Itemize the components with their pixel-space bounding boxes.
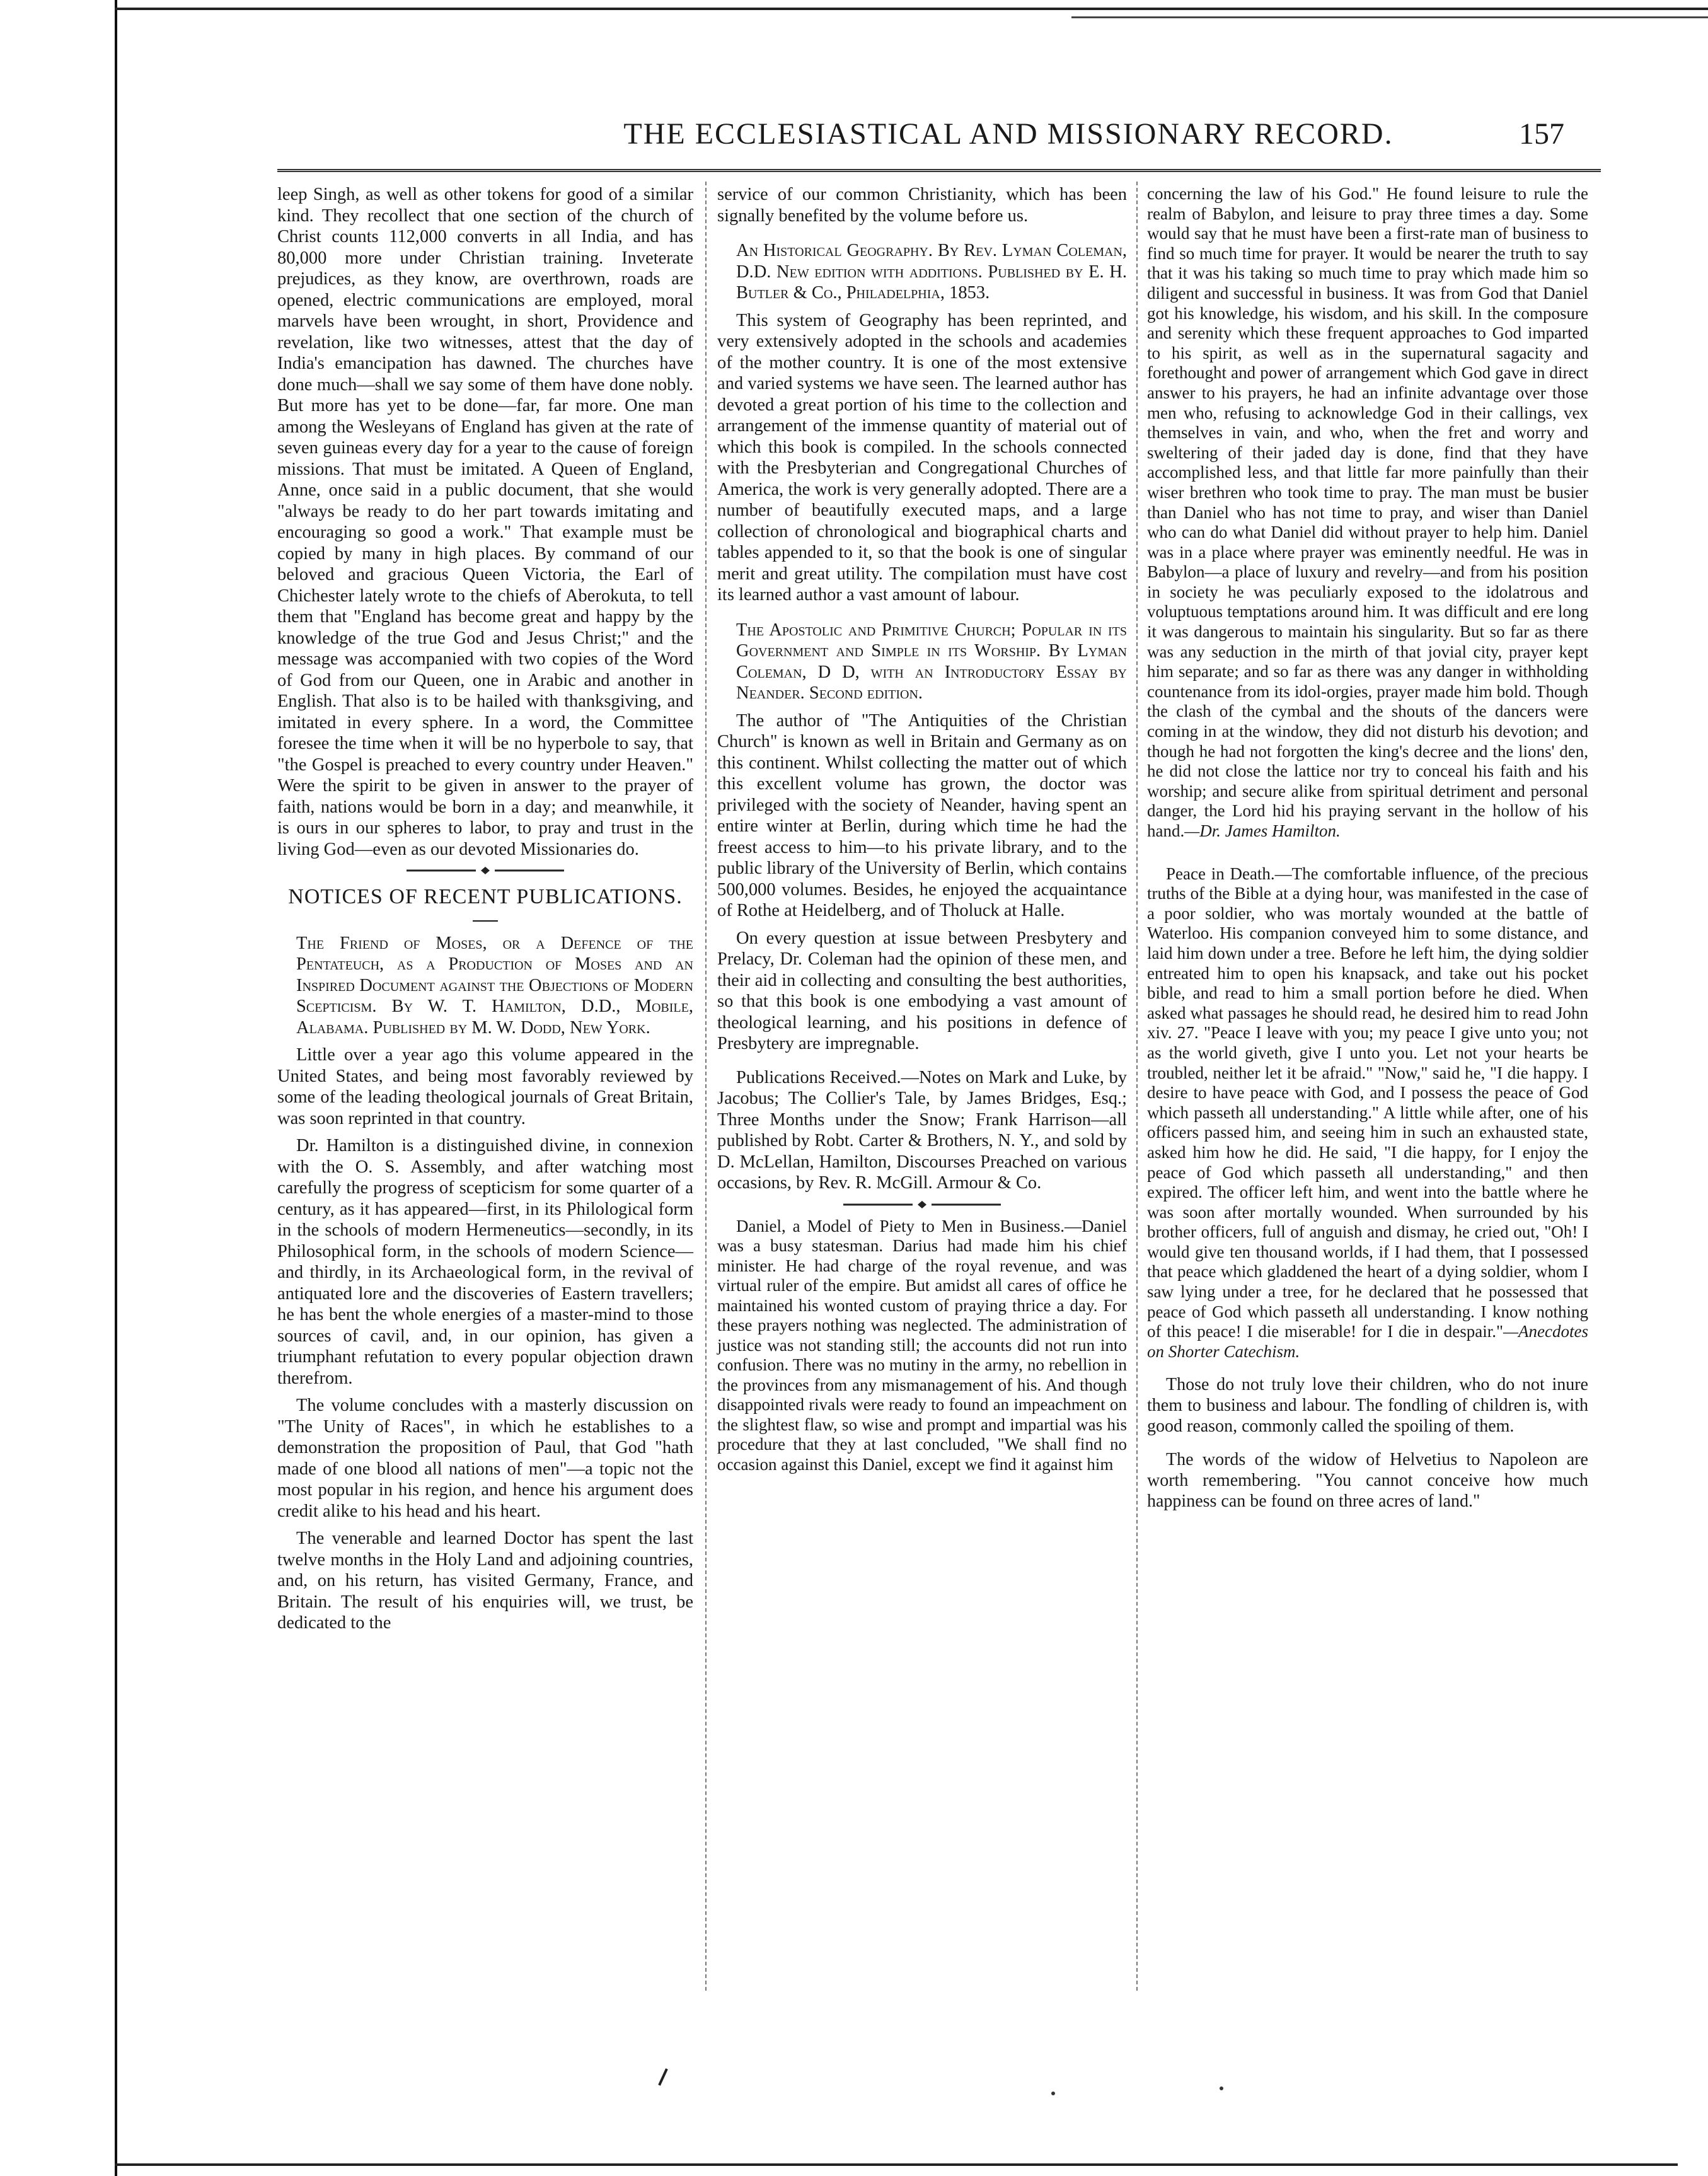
book-heading-apostolic-church: The Apostolic and Primitive Church; Popular in its Government and Simple in its Worship. By Lyman Coleman, D D, with an Introductory Essay by Neander. Second edition. [736, 620, 1127, 703]
missions-paragraph: leep Singh, as well as other tokens for good of a similar kind. They recollect that one section of the church of Christ counts 112,000 converts in all India, and has 80,000 more under Christian training. Inveterate prejudices, as they know, are overthrown, roads are opened, electric communications are employed, moral marvels have been wrought, in short, Providence and revelation, like two witnesses, attest that the day of India's emancipation has dawned. The churches have done much—shall we say some of them have done nobly. But more has yet to be done—far, far more. One man among the Wesleyans of England has given at the rate of seven guineas every day for a year to the cause of foreign missions. That must be imitated. A Queen of England, Anne, once said in a public document, that she would "always be ready to do her part towards imitating and encouraging so good a work." That example must be copied by many in high places. By command of our beloved and gracious Queen Victoria, the Earl of Chichester lately wrote to the chiefs of Aberokuta, to tell them that "England has become great and happy by the knowledge of the true God and Jesus Christ;" and the message was accompanied with two copies of the Word of God from our Queen, one in Arabic and another in English. That also is to be hailed with thanksgiving, and imitated in every sphere. In a word, the Committee foresee the time when it will be no hyperbole to say, that "the Gospel is preached to every country under Heaven." Were the spirit to be given in answer to the prayer of faith, nations would be born in a day; and meanwhile, it is ours in our spheres to labor, to pray and trust in the living God—even as our devoted Missionaries do. [277, 185, 693, 859]
book-heading-friend-of-moses: The Friend of Moses, or a Defence of the Pentateuch, as a Production of Moses and an Inspired Document against the Objections of Modern Scepticism. By W. T. Hamilton, D.D., Mobile, Alabama. Published by M. W. Dodd, New York. [296, 933, 693, 1038]
daniel-paragraph: Daniel, a Model of Piety to Men in Business.—Daniel was a busy statesman. Darius had made him his chief minister. He had charge of the royal revenue, and was virtual ruler of the empire. But amidst all cares of office he maintained his wonted custom of praying thrice a day. For these prayers nothing was neglected. The administration of justice was not standing still; the accounts did not run into confusion. There was no mutiny in the army, no rebellion in the provinces from any mismanagement of his. And though disappointed rivals were ready to found an impeachment on the slightest flaw, so wise and prompt and impartial was his procedure that they at last concluded, "We shall find no occasion against this Daniel, except we find it against him [717, 1216, 1127, 1474]
book-heading-historical-geography: An Historical Geography. By Rev. Lyman Coleman, D.D. New edition with additions. Published by E. H. Butler & Co., Philadelphia, 1853. [736, 241, 1127, 303]
running-head-title: THE ECCLESIASTICAL AND MISSIONARY RECORD. [623, 117, 1394, 151]
header-rule [277, 169, 1601, 175]
stray-mark [657, 2068, 669, 2086]
review-paragraph: The volume concludes with a masterly discussion on "The Unity of Races", in which he establishes to a demonstration the proposition of Paul, that God "hath made of one blood all nations of men"—a topic not the most popular in his region, and hence his argument does credit alike to his head and his heart. [277, 1396, 693, 1521]
review-paragraph: On every question at issue between Presbytery and Prelacy, Dr. Coleman had the opinion of these men, and their aid in collecting and consulting the best authorities, so that this book is one embodying a vast amount of theological learning, and his positions in defence of Presbytery are impregnable. [717, 928, 1127, 1053]
section-ornament [843, 1200, 1001, 1209]
short-rule [473, 917, 498, 925]
source-attribution: —Anecdotes on Shorter Catechism. [1147, 1322, 1588, 1361]
stray-mark [1051, 2092, 1055, 2095]
review-paragraph: The author of "The Antiquities of the Christian Church" is known as well in Britain and Germany as on this continent. Whilst collecting the matter out of which this excellent volume has grown, the doctor was privileged with the society of Neander, having spent an entire winter at Berlin, during which time he had the freest access to him—to his private library, and to the public library of the University of Berlin, which contains 500,000 volumes. Besides, he enjoyed the acquaintance of Rothe at Heidelberg, and of Tholuck at Halle. [717, 710, 1127, 920]
column-2 [717, 184, 1127, 1481]
source-attribution: —Dr. James Hamilton. [1184, 821, 1341, 840]
page-border-left [115, 0, 117, 2176]
column-3 [1147, 184, 1588, 1518]
review-paragraph: service of our common Christianity, which has been signally benefited by the volume before us. [717, 185, 1127, 226]
column-1 [277, 184, 693, 1640]
page-border-top-secondary [1071, 16, 1708, 18]
children-paragraph: Those do not truly love their children, who do not inure them to business and labour. The fondling of children is, with good reason, commonly called the spoiling of them. [1147, 1375, 1588, 1437]
section-title-notices: NOTICES OF RECENT PUBLICATIONS. [288, 885, 683, 908]
page-border-bottom [115, 2163, 1678, 2166]
review-paragraph: The venerable and learned Doctor has spent the last twelve months in the Holy Land and adjoining countries, and, on his return, has visited Germany, France, and Britain. The result of his enquiries will, we trust, be dedicated to the [277, 1529, 693, 1633]
column-divider-2 [1136, 182, 1138, 1991]
column-divider-1 [705, 182, 707, 1991]
review-paragraph: Little over a year ago this volume appeared in the United States, and being most favorably reviewed by some of the leading theological journals of Great Britain, was soon reprinted in that country. [277, 1045, 693, 1128]
review-paragraph: Dr. Hamilton is a distinguished divine, in connexion with the O. S. Assembly, and after watching most carefully the progress of scepticism for some quarter of a century, as it has appeared—first, in its Philological form in the schools of modern Hermeneutics—secondly, in its Philosophical form, in the schools of modern Science—and thirdly, in its Archaeological form, in the revival of antiquated lore and the discoveries of Eastern travellers; he has bent the whole energies of a master-mind to those sources of cavil, and, in our opinion, has given a triumphant refutation to every popular objection drawn therefrom. [277, 1136, 693, 1388]
review-paragraph: This system of Geography has been reprinted, and very extensively adopted in the schools and academies of the mother country. It is one of the most extensive and varied systems we have seen. The learned author has devoted a great portion of his time to the collection and arrangement of the immense quantity of material out of which this book is compiled. In the schools connected with the Presbyterian and Congregational Churches of America, the work is very generally adopted. There are a number of beautifully executed maps, and a large collection of chronological and biographical charts and tables appended to it, so that the book is one of singular merit and great utility. The compilation must have cost its learned author a vast amount of labour. [717, 310, 1127, 605]
daniel-continued-paragraph: concerning the law of his God." He found leisure to rule the realm of Babylon, and leisure to pray three times a day. Some would say that he must have been a first-rate man of business to find so much time for prayer. It would be nearer the truth to say that it was his taking so much time to pray which made him so diligent and successful in business. It was from God that Daniel got his knowledge, his wisdom, and his skill. In the composure and serenity which these frequent approaches to God imparted to his spirit, as well as in the supernatural sagacity and forethought and power of arrangement which God gave in direct answer to his prayers, he had an infinite advantage over those men who, refusing to acknowledge God in their callings, vex themselves in vain, and who, when the fret and worry and sweltering of their jaded day is done, find that they have accomplished less, and that little far more painfully than their wiser brethren who took time to pray. The man must be busier than Daniel who has not time to pray, and wiser than Daniel who can do what Daniel did without prayer to help him. Daniel was in a place where prayer was eminently needful. He was in Babylon—a place of luxury and revelry—and from his position in society he was peculiarly exposed to the idolatrous and voluptuous temptations around him. It was difficult and ere long it was dangerous to maintain his singularity. But so far as there was any seduction in the mirth of that jovial city, prayer kept him separate; and so far as there was any danger in withholding countenance from its idol-orgies, prayer made him bold. Though the clash of the cymbal and the shouts of the dancers were coming in at the window, they did not disturb his devotion; and though he had not forgotten the king's decree and the lions' den, he did not close the lattice nor try to conceal his faith and his worship; and secure alike from spiritual detriment and personal danger, the Lord hid his praying servant in the hollow of his hand.—Dr. James Hamilton. [1147, 184, 1588, 840]
page-number: 157 [1519, 117, 1564, 151]
page-border-top [115, 8, 1708, 10]
stray-mark [1220, 2086, 1223, 2090]
publications-received-paragraph: Publications Received.—Notes on Mark and Luke, by Jacobus; The Collier's Tale, by James Bridges, Esq.; Three Months under the Snow; Frank Harrison—all published by Robt. Carter & Brothers, N. Y., and sold by D. McLellan, Hamilton, Discourses Preached on various occasions, by Rev. R. McGill. Armour & Co. [717, 1067, 1127, 1193]
section-ornament [407, 866, 564, 875]
peace-in-death-paragraph: Peace in Death.—The comfortable influence, of the precious truths of the Bible at a dying hour, was manifested in the case of a poor soldier, who was mortaly wounded at the battle of Waterloo. His companion conveyed him to some distance, and laid him down under a tree. Before he left him, the dying soldier entreated him to open his knapsack, and take out his pocket bible, and read to him a small portion before he died. When asked what passages he should read, he desired him to read John xiv. 27. "Peace I leave with you; my peace I give unto you; not as the world giveth, give I unto you. Let not your hearts be troubled, neither let it be afraid." "Now," said he, "I die happy. I desire to have peace with God, and I possess the peace of God which passeth all understanding." A little while after, one of his officers passed him, and seeing him in such an exhausted state, asked him how he did. He said, "I die happy, for I enjoy the peace of God which passeth all understanding," and then expired. The officer left him, and went into the battle where he was soon after mortally wounded. When surrounded by his brother officers, full of anguish and dismay, he cried out, "Oh! I would give ten thousand worlds, if I had them, that I possessed that peace which gladdened the heart of a dying soldier, whom I saw lying under a tree, for he declared that he possessed that peace of God which passeth all understanding. I know nothing of this peace! I die miserable! for I die in despair."—Anecdotes on Shorter Catechism. [1147, 864, 1588, 1361]
helvetius-paragraph: The words of the widow of Helvetius to Napoleon are worth remembering. "You cannot conceive how much happiness can be found on three acres of land." [1147, 1450, 1588, 1512]
